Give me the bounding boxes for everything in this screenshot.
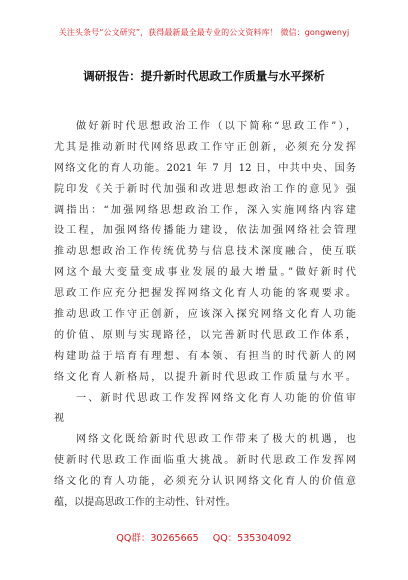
paragraph-line: 的价值、原则与实现路径，以完善新时代思政工作体系， — [54, 329, 356, 341]
paragraph-line: 络文化的育人功能，必须充分认识网络文化育人的价值意 — [54, 476, 356, 488]
paragraph-line: 调指出：“加强网络思想政治工作，深入实施网络内容建 — [54, 204, 356, 216]
paragraph-line: 网络文化的育人功能。2021 年 7 月 12 日，中共中央、国务 — [54, 162, 356, 174]
document-title: 调研报告：提升新时代思政工作质量与水平探析 — [83, 69, 325, 83]
paragraph-line: 思政工作应充分把握发挥网络文化育人功能的客观要求。 — [54, 288, 356, 300]
paragraph-line: 网这个最大变量变成事业发展的最大增量。”做好新时代 — [54, 267, 356, 279]
contact-footer — [0, 530, 408, 544]
paragraph-line: 络文化育人新格局，以提升新时代思政工作质量与水平。 — [54, 371, 356, 383]
section-heading-line: 一、新时代思政工作发挥网络文化育人功能的价值审 — [76, 392, 356, 404]
qq-number: QQ：535304092 — [212, 533, 292, 544]
qq-group-number: QQ群：30265665 — [116, 533, 199, 544]
paragraph-line: 构建助益于培育有理想、有本领、有担当的时代新人的网 — [54, 350, 356, 362]
paragraph-line: 推动思政工作守正创新，应该深入探究网络文化育人功能 — [54, 309, 356, 321]
paragraph-line: 设工程，加强网络传播能力建设，依法加强网络社会管理 — [54, 225, 356, 237]
promo-header: 关注头条号“公文研究”，获得最新最全最专业的公文资料库！ 微信：gongwenyj — [58, 28, 350, 37]
paragraph-line: 蕴，以提高思政工作的主动性、针对性。 — [54, 497, 236, 509]
paragraph-line: 做好新时代思想政治工作（以下简称“思政工作”）， — [76, 121, 356, 132]
paragraph-line: 网络文化既给新时代思政工作带来了极大的机遇，也 — [76, 434, 356, 446]
paragraph-line: 尤其是推动新时代网络思政工作守正创新，必须充分发挥 — [54, 141, 356, 153]
section-heading-line: 视 — [54, 413, 65, 425]
document-body — [54, 117, 356, 514]
paragraph-line: 使新时代思政工作面临重大挑战。新时代思政工作发挥网 — [54, 455, 356, 467]
paragraph-line: 院印发《关于新时代加强和改进思想政治工作的意见》强 — [54, 183, 356, 195]
paragraph-line: 推动思想政治工作传统优势与信息技术深度融合，使互联 — [54, 246, 356, 258]
